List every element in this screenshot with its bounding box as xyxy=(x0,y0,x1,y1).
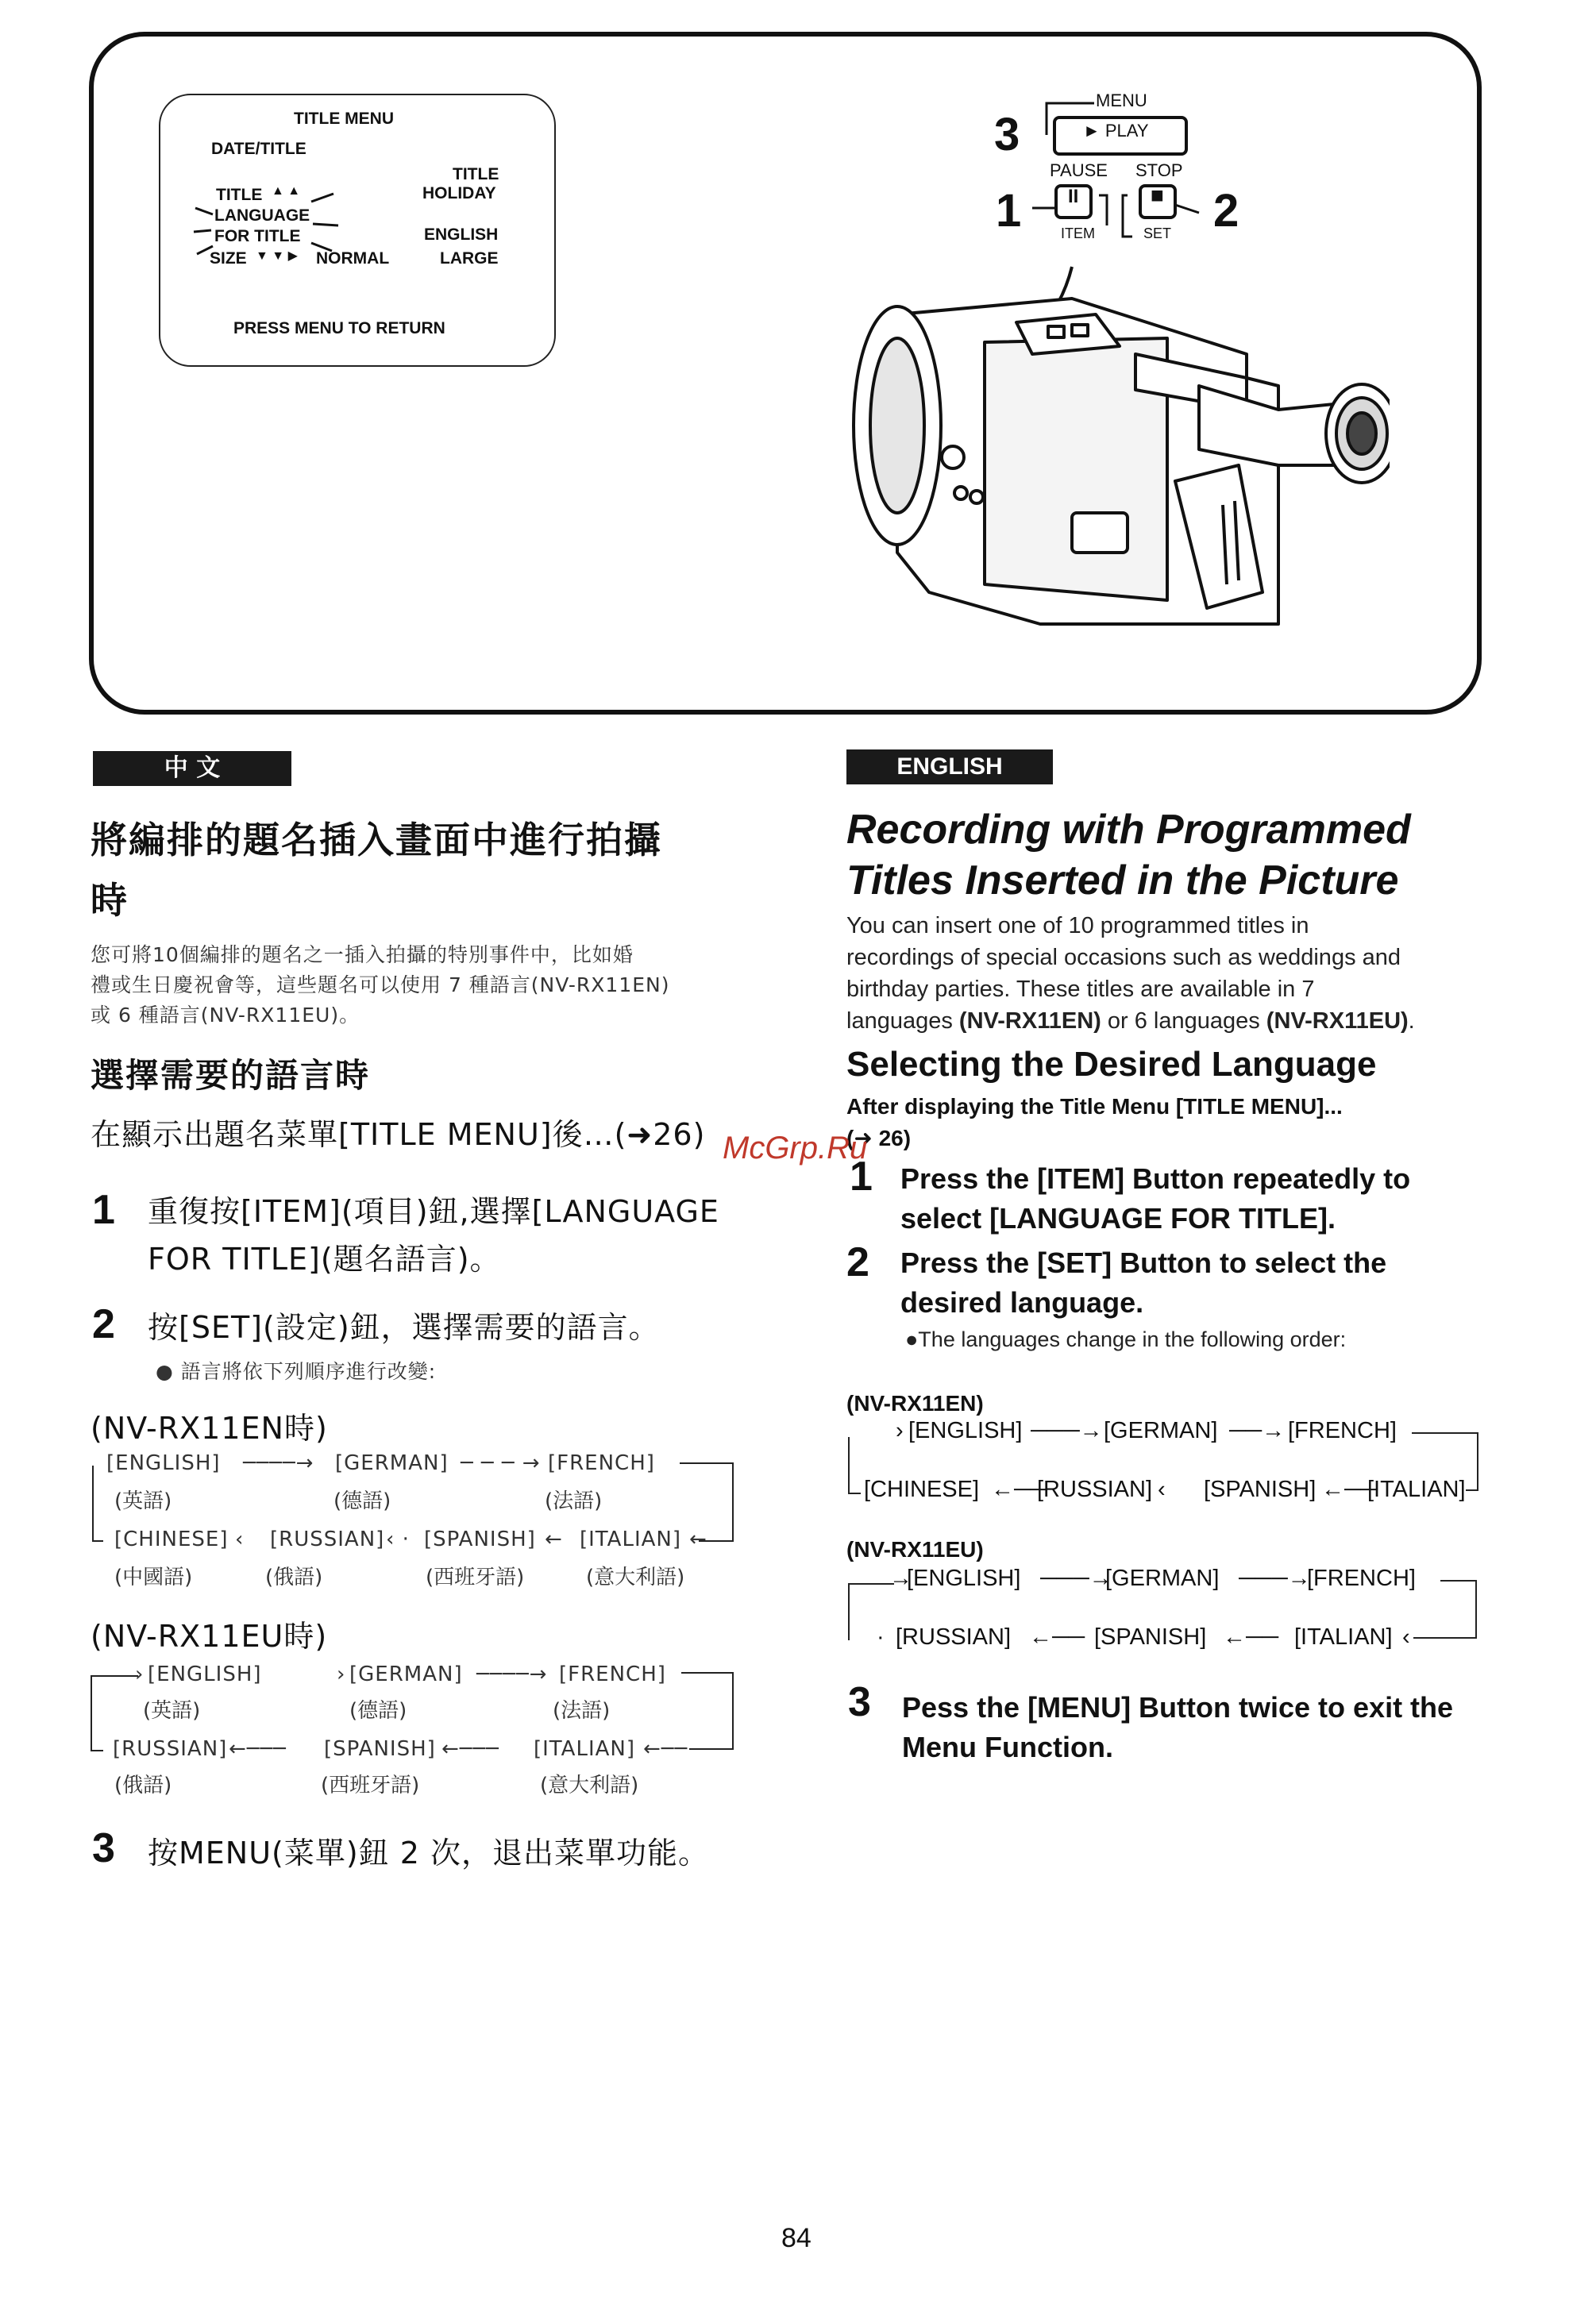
zh-step2-number: 2 xyxy=(92,1301,115,1347)
en-model-eu-heading: (NV-RX11EU) xyxy=(846,1537,984,1562)
screen-for-title-label: FOR TITLE xyxy=(214,227,301,245)
zh-en-flow-chinese-zh: (中國語) xyxy=(114,1566,193,1589)
camcorder-illustration xyxy=(834,251,1390,664)
en-step1-number: 1 xyxy=(850,1154,873,1200)
zh-step1-number: 1 xyxy=(92,1187,115,1233)
zh-en-flow-english: [ENGLISH] xyxy=(106,1451,221,1475)
play-button-label: ► PLAY xyxy=(1083,121,1149,141)
zh-title-line2: 時 xyxy=(91,879,129,922)
en-heading: Selecting the Desired Language xyxy=(846,1045,1377,1084)
zh-intro-line1: 您可將10個編排的題名之一插入拍攝的特別事件中，比如婚 xyxy=(91,943,634,966)
en-en-flow-french: [FRENCH] xyxy=(1288,1418,1397,1443)
arrow-icon: ───→ xyxy=(1040,1566,1112,1591)
en-intro-line4-c: or 6 languages xyxy=(1101,1008,1266,1034)
en-step2-number: 2 xyxy=(846,1239,869,1285)
en-intro-model-eu: (NV-RX11EU) xyxy=(1266,1008,1409,1034)
arrow-icon: ← xyxy=(689,1528,707,1551)
zh-eu-flow-german-zh: (德語) xyxy=(349,1699,407,1723)
en-model-en-heading: (NV-RX11EN) xyxy=(846,1391,984,1416)
arrow-icon: ←── xyxy=(1223,1624,1279,1650)
stop-label: STOP xyxy=(1135,160,1183,180)
en-en-flow-italian: [ITALIAN] xyxy=(1367,1477,1466,1502)
arrow-icon: ───→ xyxy=(1031,1418,1103,1443)
zh-model-en-heading: (NV-RX11EN時) xyxy=(91,1411,328,1446)
zh-step3-number: 3 xyxy=(92,1825,115,1871)
arrow-icon: ─ ─ ─ → xyxy=(461,1451,541,1475)
zh-eu-flow-russian-zh: (俄語) xyxy=(114,1774,172,1797)
en-eu-flow-italian: [ITALIAN] xyxy=(1294,1624,1393,1650)
zh-title-line1: 將編排的題名插入畫面中進行拍攝 xyxy=(91,819,662,861)
en-step3-number: 3 xyxy=(848,1679,871,1725)
zh-en-flow-french-zh: (法語) xyxy=(545,1489,603,1513)
en-step3-line2: Menu Function. xyxy=(902,1731,1113,1763)
screen-size-value: LARGE xyxy=(440,249,499,268)
zh-en-flow-french: [FRENCH] xyxy=(548,1451,655,1475)
arrow-icon: ‹ xyxy=(1402,1624,1410,1650)
zh-eu-flow-italian: [ITALIAN] xyxy=(534,1737,635,1761)
callout-1: 1 xyxy=(996,185,1022,237)
en-en-flow-german: [GERMAN] xyxy=(1104,1418,1218,1443)
arrow-icon: › xyxy=(135,1663,145,1686)
en-en-flow-spanish: [SPANISH] xyxy=(1204,1477,1317,1502)
zh-en-flow-chinese: [CHINESE] xyxy=(114,1528,229,1551)
zh-eu-flow-spanish: [SPANISH] xyxy=(324,1737,436,1761)
en-intro-line3: birthday parties. These titles are available in 7 xyxy=(846,977,1315,1002)
arrow-icon: ────→ xyxy=(243,1451,314,1475)
en-intro-line4-a: languages xyxy=(846,1008,959,1034)
en-step1-line2: select [LANGUAGE FOR TITLE]. xyxy=(900,1202,1336,1235)
en-intro-line2: recordings of special occasions such as weddings and xyxy=(846,945,1401,970)
callout-2: 2 xyxy=(1213,185,1239,237)
zh-step2-text: 按[SET](設定)鈕，選擇需要的語言。 xyxy=(148,1310,660,1345)
arrow-icon: ‹ xyxy=(1158,1477,1166,1502)
zh-eu-flow-russian: [RUSSIAN] xyxy=(113,1737,228,1761)
arrow-icon: › xyxy=(896,1418,904,1443)
arrow-icon: · xyxy=(877,1624,885,1650)
screen-date-title: DATE/TITLE xyxy=(211,140,306,158)
zh-en-flow-spanish: [SPANISH] xyxy=(424,1528,536,1551)
arrow-icon: ←── xyxy=(1029,1624,1085,1650)
zh-sub: 在顯示出題名菜單[TITLE MENU]後…(➜26) xyxy=(91,1117,706,1152)
arrow-icon: ←── xyxy=(991,1477,1047,1502)
stop-icon: ■ xyxy=(1151,183,1164,207)
callout-3: 3 xyxy=(994,109,1020,160)
screen-arrows-row4: ▼ ▼ ▶ xyxy=(256,249,298,263)
pause-label: PAUSE xyxy=(1050,160,1108,180)
zh-en-flow-italian: [ITALIAN] xyxy=(580,1528,681,1551)
screen-menu-title: TITLE MENU xyxy=(294,110,394,128)
en-sub-line1: After displaying the Title Menu [TITLE MENU]... xyxy=(846,1094,1343,1119)
zh-en-flow-german-zh: (德語) xyxy=(333,1489,391,1513)
set-label: SET xyxy=(1143,225,1172,241)
pause-icon: II xyxy=(1068,186,1079,207)
en-eu-flow-spanish: [SPANISH] xyxy=(1094,1624,1207,1650)
en-intro-line4 xyxy=(846,1005,1415,1037)
en-en-flow-chinese: [CHINESE] xyxy=(864,1477,980,1502)
zh-en-flow-english-zh: (英語) xyxy=(114,1489,172,1513)
zh-step3-text: 按MENU(菜單)鈕 2 次，退出菜單功能。 xyxy=(148,1836,710,1871)
en-eu-flow-english: [ENGLISH] xyxy=(907,1566,1021,1591)
en-en-flow-russian: [RUSSIAN] xyxy=(1037,1477,1153,1502)
en-step2-bullet: ●The languages change in the following order: xyxy=(905,1327,1347,1351)
screen-title-label: TITLE xyxy=(216,186,263,204)
zh-intro-line3: 或 6 種語言(NV-RX11EU)。 xyxy=(91,1004,360,1027)
page-number: 84 xyxy=(781,2223,811,2253)
en-eu-flow-german: [GERMAN] xyxy=(1105,1566,1220,1591)
screen-size-normal: NORMAL xyxy=(316,249,390,268)
zh-heading: 選擇需要的語言時 xyxy=(91,1056,371,1095)
arrow-icon: ←─── xyxy=(441,1737,499,1761)
menu-label: MENU xyxy=(1096,91,1147,110)
zh-step1-line1: 重復按[ITEM](項目)鈕,選擇[LANGUAGE xyxy=(148,1194,719,1229)
arrow-icon: ← xyxy=(545,1528,563,1551)
zh-en-flow-spanish-zh: (西班牙語) xyxy=(426,1566,525,1589)
zh-en-flow-italian-zh: (意大利語) xyxy=(586,1566,685,1589)
en-en-flow-english: [ENGLISH] xyxy=(908,1418,1023,1443)
en-title-line1: Recording with Programmed xyxy=(846,807,1411,853)
zh-eu-flow-italian-zh: (意大利語) xyxy=(540,1774,639,1797)
watermark: McGrp.Ru xyxy=(723,1131,868,1165)
arrow-icon: ←─── xyxy=(229,1737,287,1761)
pause-stop-buttons xyxy=(1029,179,1220,243)
arrow-icon: ────→ xyxy=(476,1663,548,1686)
en-intro-model-en: (NV-RX11EN) xyxy=(958,1008,1101,1034)
screen-value-header: TITLE xyxy=(453,165,499,183)
zh-en-flow-german: [GERMAN] xyxy=(335,1451,449,1475)
arrow-icon: › xyxy=(337,1663,346,1686)
title-menu-screen xyxy=(159,94,556,367)
zh-language-tag: 中 文 xyxy=(93,751,291,786)
zh-eu-flow-french-zh: (法語) xyxy=(553,1699,611,1723)
zh-step1-line2: FOR TITLE](題名語言)。 xyxy=(148,1242,501,1277)
screen-title-value: HOLIDAY xyxy=(422,184,496,202)
en-step1-line1: Press the [ITEM] Button repeatedly to xyxy=(900,1162,1411,1195)
zh-step2-bullet: ● 語言將依下列順序進行改變: xyxy=(156,1360,437,1383)
en-intro-line4-e: . xyxy=(1408,1008,1415,1034)
zh-eu-flow-english-zh: (英語) xyxy=(143,1699,201,1723)
screen-arrows-row1: ▲ ▲ xyxy=(272,184,301,198)
en-step3-line1: Pess the [MENU] Button twice to exit the xyxy=(902,1691,1454,1724)
arrow-icon: → xyxy=(889,1566,912,1591)
en-title-line2: Titles Inserted in the Picture xyxy=(846,857,1399,903)
zh-eu-flow-german: [GERMAN] xyxy=(349,1663,463,1686)
en-step2-line2: desired language. xyxy=(900,1286,1144,1319)
zh-eu-flow-french: [FRENCH] xyxy=(559,1663,666,1686)
en-language-tag: ENGLISH xyxy=(846,749,1053,784)
en-intro-line1: You can insert one of 10 programmed titles in xyxy=(846,913,1309,938)
arrow-icon: ───→ xyxy=(1239,1566,1311,1591)
en-eu-flow-russian: [RUSSIAN] xyxy=(896,1624,1012,1650)
screen-size-label: SIZE xyxy=(210,249,247,268)
arrow-icon: ←── xyxy=(1321,1477,1378,1502)
en-sub-line2: (➜ 26) xyxy=(846,1126,912,1150)
zh-en-flow-russian: [RUSSIAN] xyxy=(270,1528,385,1551)
zh-intro-line2: 禮或生日慶祝會等，這些題名可以使用 7 種語言(NV-RX11EN) xyxy=(91,973,670,996)
flash-marks-icon xyxy=(192,191,343,278)
arrow-icon: ←── xyxy=(643,1737,688,1761)
en-eu-flow-french: [FRENCH] xyxy=(1307,1566,1416,1591)
zh-model-eu-heading: (NV-RX11EU時) xyxy=(91,1619,328,1654)
zh-eu-flow-english: [ENGLISH] xyxy=(148,1663,262,1686)
item-label: ITEM xyxy=(1061,225,1095,241)
zh-eu-flow-spanish-zh: (西班牙語) xyxy=(321,1774,420,1797)
arrow-icon: ‹ xyxy=(235,1528,245,1551)
arrow-icon: ‹ · xyxy=(386,1528,410,1551)
en-step2-line1: Press the [SET] Button to select the xyxy=(900,1246,1387,1279)
screen-language-value: ENGLISH xyxy=(424,225,499,244)
screen-language-label: LANGUAGE xyxy=(214,206,310,225)
arrow-icon: ──→ xyxy=(1229,1418,1286,1443)
screen-footer: PRESS MENU TO RETURN xyxy=(233,319,445,337)
zh-en-flow-russian-zh: (俄語) xyxy=(265,1566,323,1589)
